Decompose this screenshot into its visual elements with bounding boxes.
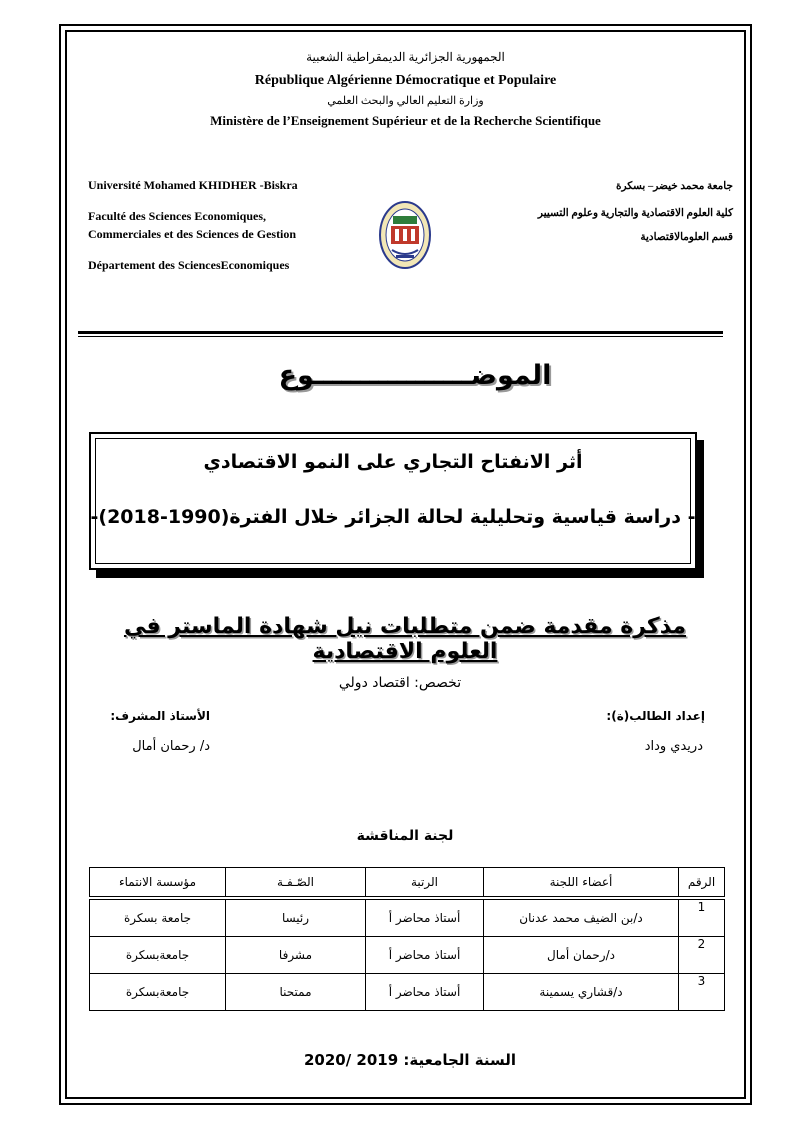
committee-title: لجنة المناقشة bbox=[356, 828, 454, 844]
row-rank: أستاذ محاضر أ bbox=[366, 900, 484, 937]
faculty-arabic: كلية العلوم الاقتصادية والتجارية وعلوم التسيير bbox=[537, 208, 733, 219]
university-french: Université Mohamed KHIDHER -Biskra bbox=[88, 178, 298, 192]
thesis-subtitle: - دراسة قياسية وتحليلية لحالة الجزائر خلال الفترة(1990-2018)- bbox=[90, 506, 696, 528]
row-institution: جامعة بسكرة bbox=[90, 900, 226, 937]
thesis-title: أثر الانفتاح التجاري على النمو الاقتصادي bbox=[203, 451, 583, 473]
row-role: ممتحنا bbox=[226, 974, 366, 1011]
header-separator-thick bbox=[78, 331, 723, 334]
header-member: أعضاء اللجنة bbox=[484, 868, 679, 897]
department-arabic: قسم العلومالاقتصادية bbox=[640, 232, 733, 243]
memo-statement: مذكرة مقدمة ضمن متطلبات نيل شهادة الماستر في العلوم الاقتصادية bbox=[123, 614, 687, 664]
row-institution: جامعةبسكرة bbox=[90, 937, 226, 974]
supervisor-name: د/ رحمان أمال bbox=[132, 739, 210, 754]
row-number: 1 bbox=[679, 900, 725, 937]
table-header-row bbox=[90, 868, 725, 897]
row-member: د/رحمان أمال bbox=[484, 937, 679, 974]
row-role: مشرفا bbox=[226, 937, 366, 974]
header-role: الصّـفـة bbox=[226, 868, 366, 897]
academic-year: السنة الجامعية: 2019 /2020 bbox=[303, 1051, 517, 1069]
university-arabic: جامعة محمد خيضر– بسكرة bbox=[615, 181, 733, 192]
table-row bbox=[90, 900, 725, 937]
header-separator-thin bbox=[78, 336, 723, 337]
table-row bbox=[90, 974, 725, 1011]
specialty: تخصص: اقتصاد دولي bbox=[338, 675, 462, 691]
header-rank: الرتبة bbox=[366, 868, 484, 897]
university-seal-icon bbox=[378, 200, 432, 270]
ministry-arabic: وزارة التعليم العالي والبحث العلمي bbox=[327, 95, 484, 107]
row-institution: جامعةبسكرة bbox=[90, 974, 226, 1011]
table-row bbox=[90, 937, 725, 974]
faculty-french-line1: Faculté des Sciences Economiques, bbox=[88, 209, 266, 223]
republic-arabic: الجمهورية الجزائرية الديمقراطية الشعبية bbox=[306, 50, 505, 64]
student-name: دريدي وداد bbox=[644, 739, 703, 754]
faculty-french-line2: Commerciales et des Sciences de Gestion bbox=[88, 227, 297, 241]
header-institution: مؤسسة الانتماء bbox=[90, 868, 226, 897]
university-logo bbox=[378, 200, 432, 270]
committee-table bbox=[89, 867, 725, 1011]
prepared-by-label: إعداد الطالب(ة): bbox=[606, 709, 705, 723]
row-role: رئيسا bbox=[226, 900, 366, 937]
republic-french: République Algérienne Démocratique et Populaire bbox=[254, 73, 557, 88]
row-rank: أستاذ محاضر أ bbox=[366, 937, 484, 974]
row-number: 2 bbox=[679, 937, 725, 974]
row-member: د/بن الضيف محمد عدنان bbox=[484, 900, 679, 937]
row-rank: أستاذ محاضر أ bbox=[366, 974, 484, 1011]
row-member: د/قشاري يسمينة bbox=[484, 974, 679, 1011]
supervisor-label: الأستاذ المشرف: bbox=[110, 709, 210, 723]
row-number: 3 bbox=[679, 974, 725, 1011]
ministry-french: Ministère de l’Enseignement Supérieur et de la Recherche Scientifique bbox=[210, 113, 601, 128]
department-french: Département des SciencesEconomiques bbox=[88, 258, 290, 272]
subject-heading: الموضـــــــــــــــــوع bbox=[278, 360, 552, 391]
header-number: الرقم bbox=[679, 868, 725, 897]
